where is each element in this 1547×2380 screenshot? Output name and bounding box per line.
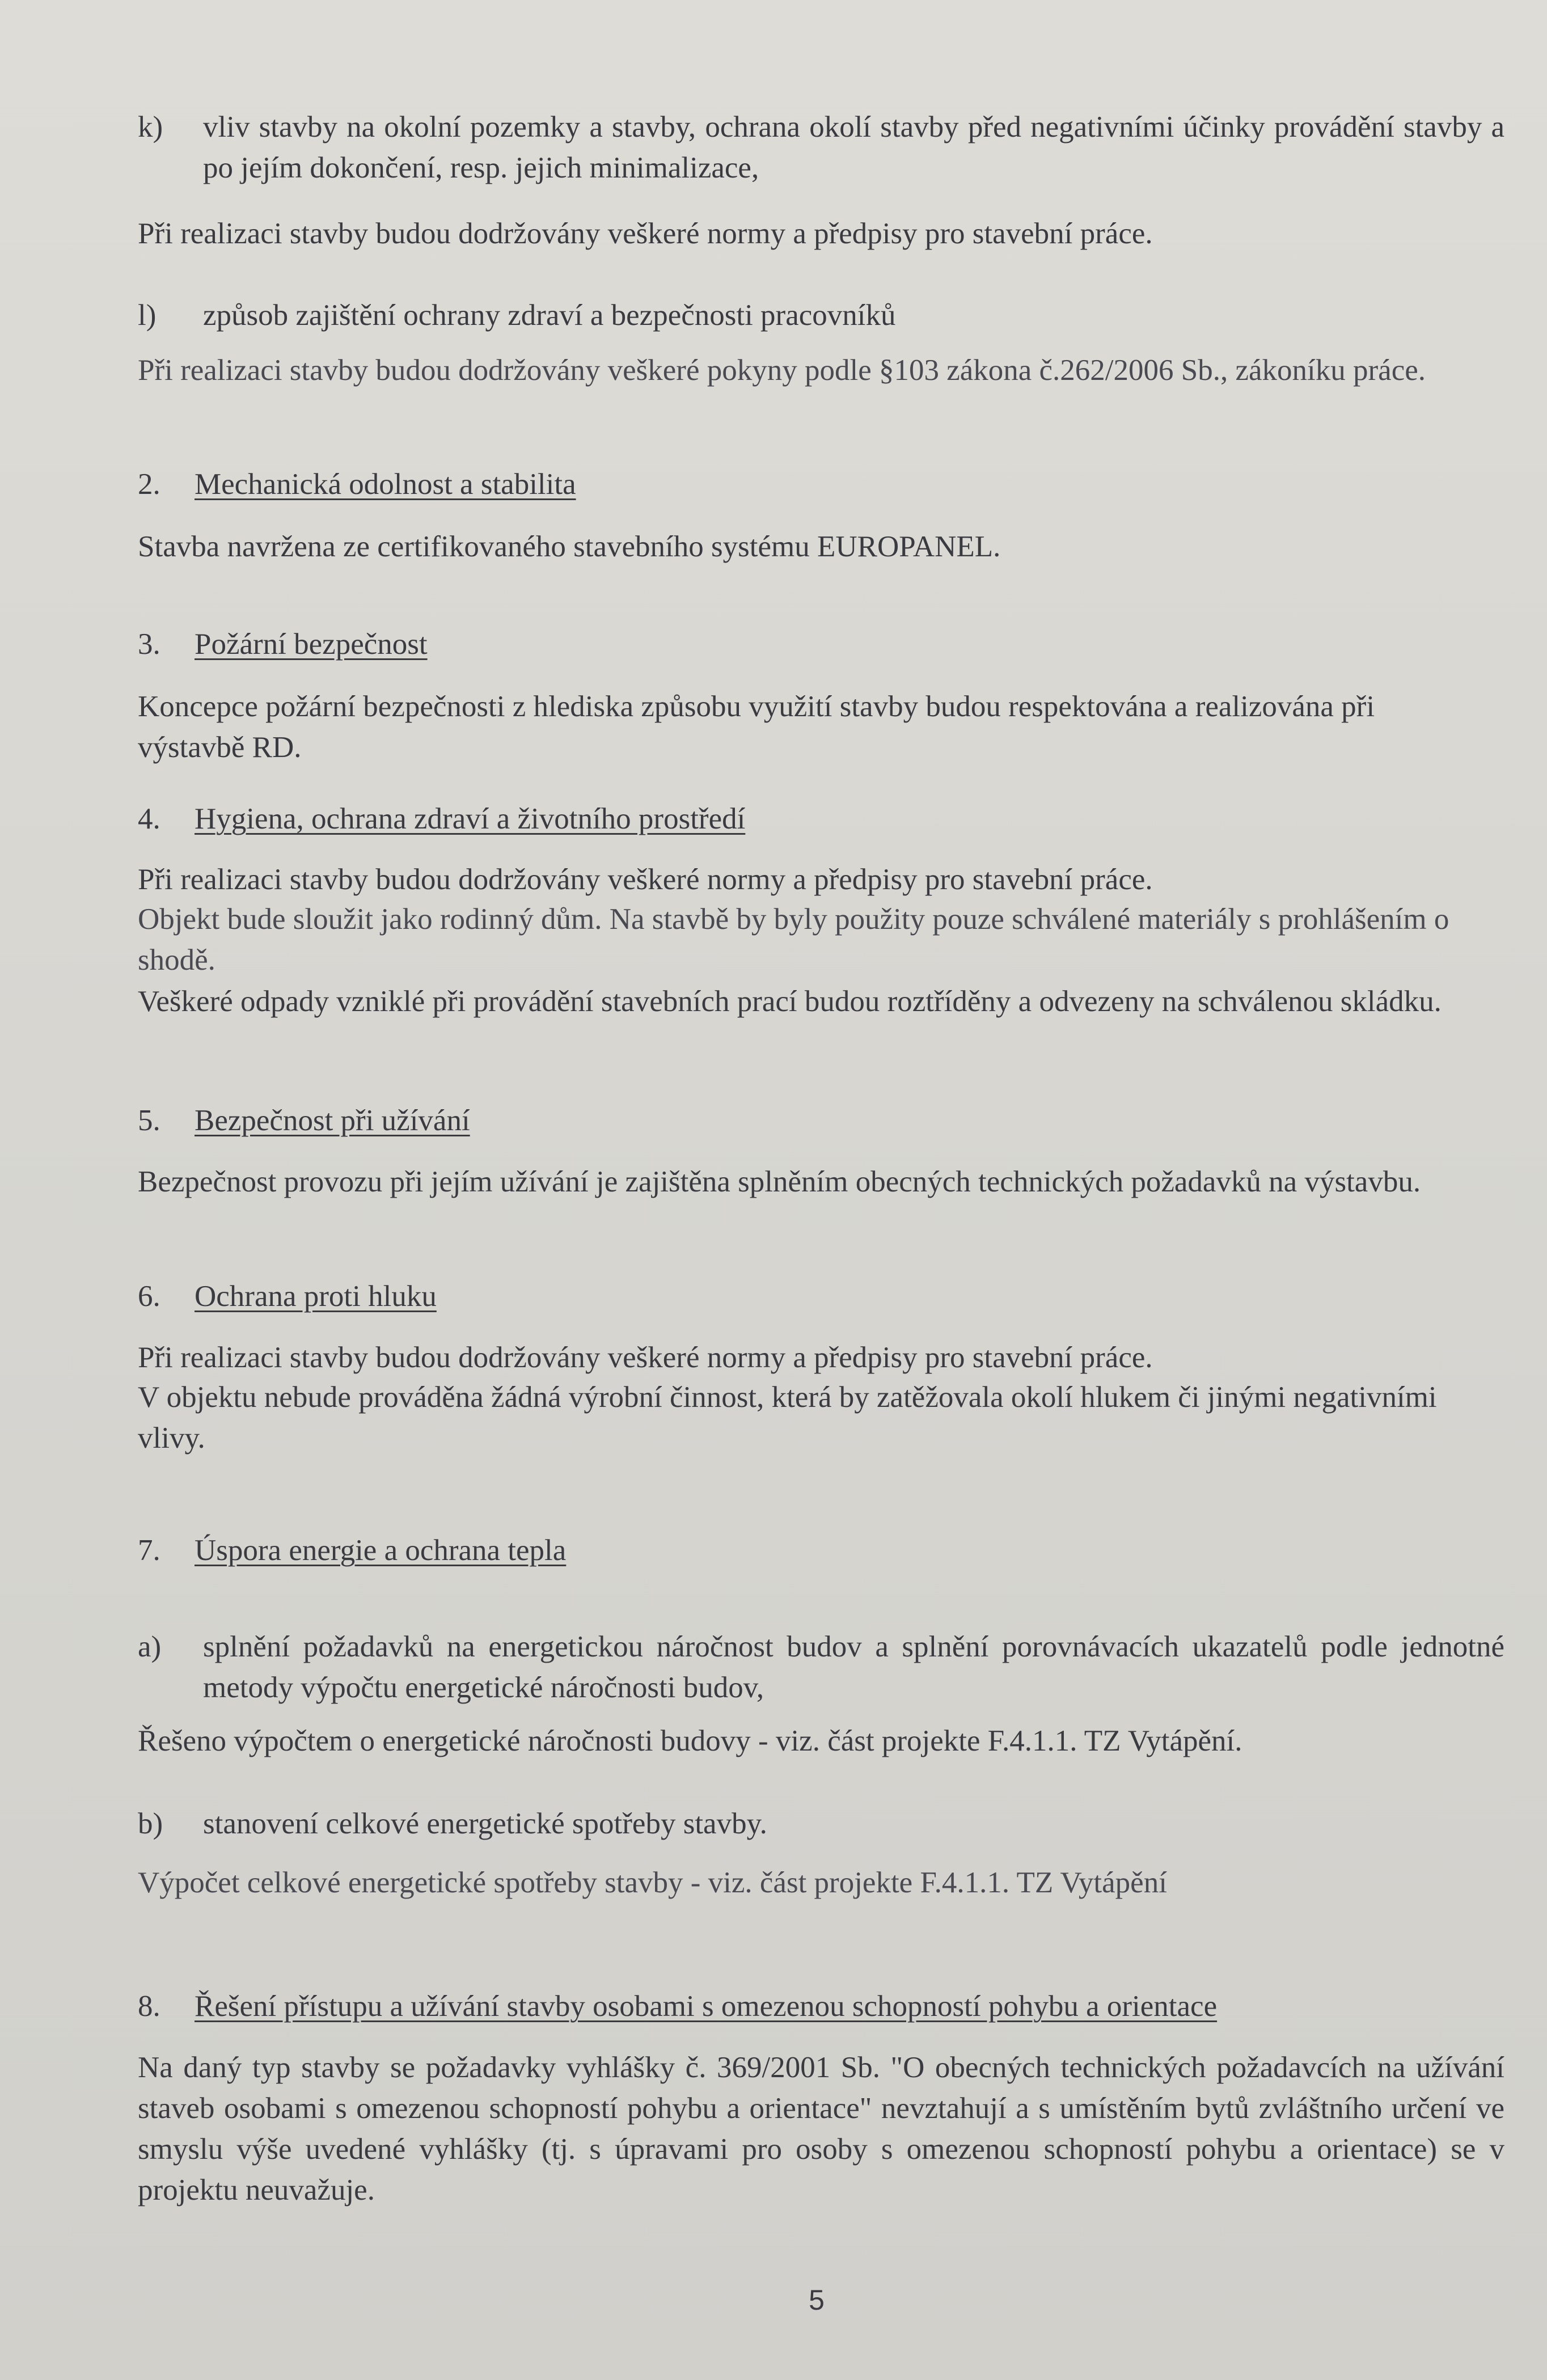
list-marker: k) — [138, 111, 163, 143]
list-item-a — [138, 1626, 1504, 1708]
paragraph: Objekt bude sloužit jako rodinný dům. Na stavbě by byly použity pouze schválené materiály s prohlášením o shodě. — [138, 903, 1449, 976]
section-heading-5 — [138, 1100, 1504, 1141]
section-number: 5. — [138, 1104, 160, 1137]
list-item-b — [138, 1803, 1504, 1844]
paragraph: Veškeré odpady vzniklé při provádění stavebních prací budou roztříděny a odvezeny na schválenou skládku. — [138, 985, 1442, 1018]
paragraph: Koncepce požární bezpečnosti z hlediska způsobu využití stavby budou respektována a realizována při výstavbě RD. — [138, 690, 1375, 764]
section-heading-7 — [138, 1530, 1504, 1571]
section-title: Mechanická odolnost a stabilita — [195, 468, 576, 501]
list-item-text: splnění požadavků na energetickou náročnost budov a splnění porovnávacích ukazatelů podle jednotné metody výpočtu energetické náročnosti budov, — [203, 1630, 1504, 1704]
section-number: 8. — [138, 1990, 160, 2023]
paragraph: Na daný typ stavby se požadavky vyhlášky č. 369/2001 Sb. "O obecných technických požadavcích na užívání staveb osobami s omezenou schopností pohybu a orientace" nevztahují a s umístěním bytů zvláštního určení ve smyslu výše uvedené vyhlášky (tj. s úpravami pro osoby s omezenou schopností pohybu a orientace) se v projektu neuvažuje. — [138, 2051, 1504, 2206]
paragraph: Při realizaci stavby budou dodržovány veškeré normy a předpisy pro stavební práce. — [138, 217, 1153, 250]
section-heading-8 — [138, 1986, 1504, 2027]
paragraph: Stavba navržena ze certifikovaného stavebního systému EUROPANEL. — [138, 530, 1001, 563]
paragraph: Při realizaci stavby budou dodržovány veškeré normy a předpisy pro stavební práce. — [138, 863, 1153, 896]
section-number: 2. — [138, 468, 160, 501]
list-marker: a) — [138, 1630, 162, 1663]
section-title: Řešení přístupu a užívání stavby osobami s omezenou schopností pohybu a orientace — [195, 1990, 1218, 2023]
section-number: 6. — [138, 1280, 160, 1313]
section-number: 4. — [138, 802, 160, 835]
list-item-l — [138, 295, 1504, 336]
page-number: 5 — [809, 2284, 825, 2316]
list-marker: b) — [138, 1807, 163, 1840]
section-number: 3. — [138, 628, 160, 661]
list-item-text: způsob zajištění ochrany zdraví a bezpečnosti pracovníků — [203, 299, 896, 332]
section-title: Požární bezpečnost — [195, 628, 428, 661]
section-title: Úspora energie a ochrana tepla — [195, 1534, 567, 1567]
paragraph: Řešeno výpočtem o energetické náročnosti budovy - viz. část projekte F.4.1.1. TZ Vytápění. — [138, 1724, 1242, 1757]
list-item-text: stanovení celkové energetické spotřeby stavby. — [203, 1807, 767, 1840]
section-title: Hygiena, ochrana zdraví a životního prostředí — [195, 802, 746, 835]
section-heading-2 — [138, 464, 1504, 505]
paragraph: Při realizaci stavby budou dodržovány veškeré pokyny podle §103 zákona č.262/2006 Sb., zákoníku práce. — [138, 354, 1426, 387]
section-title: Bezpečnost při užívání — [195, 1104, 470, 1137]
section-heading-4 — [138, 798, 1504, 839]
section-title: Ochrana proti hluku — [195, 1280, 437, 1313]
section-heading-6 — [138, 1276, 1504, 1317]
paragraph: V objektu nebude prováděna žádná výrobní činnost, která by zatěžovala okolí hlukem či jinými negativními vlivy. — [138, 1381, 1437, 1455]
list-item-k — [138, 107, 1504, 188]
paragraph: Bezpečnost provozu při jejím užívání je zajištěna splněním obecných technických požadavků na výstavbu. — [138, 1165, 1421, 1198]
paragraph: Výpočet celkové energetické spotřeby stavby - viz. část projekte F.4.1.1. TZ Vytápění — [138, 1866, 1167, 1899]
list-item-text: vliv stavby na okolní pozemky a stavby, ochrana okolí stavby před negativními účinky provádění stavby a po jejím dokončení, resp. jejich minimalizace, — [203, 111, 1504, 184]
section-heading-3 — [138, 624, 1504, 665]
section-number: 7. — [138, 1534, 160, 1567]
paragraph: Při realizaci stavby budou dodržovány veškeré normy a předpisy pro stavební práce. — [138, 1341, 1153, 1374]
list-marker: l) — [138, 299, 157, 332]
